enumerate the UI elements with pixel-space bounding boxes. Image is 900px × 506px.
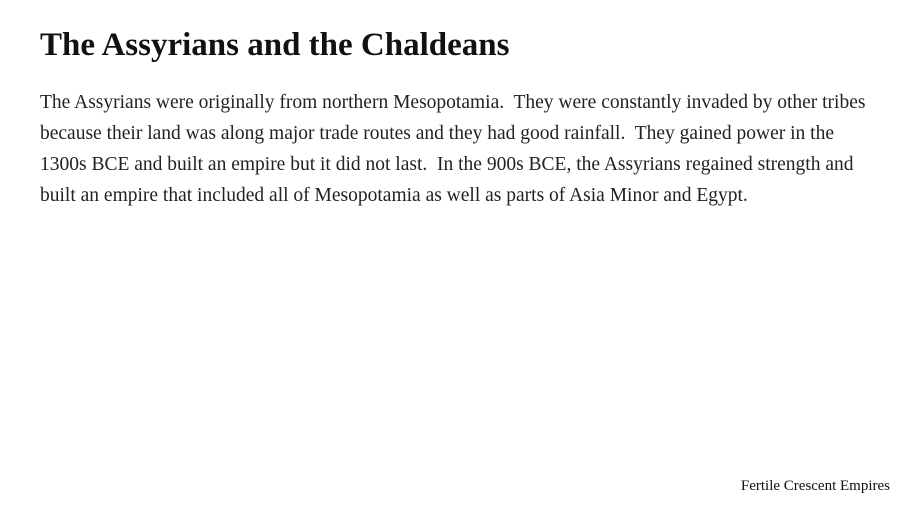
slide-footer: Fertile Crescent Empires bbox=[740, 478, 890, 494]
slide-body-text: The Assyrians were originally from northern Mesopotamia. They were constantly invaded by other tribes because their land was along major trade routes and they had good rainfall. They gained power in the 1300s BCE and built an empire but it did not last. In the 900s BCE, the Assyrians regained strength and built an empire that included all of Mesopotamia as well as parts of Asia Minor and Egypt. bbox=[40, 92, 871, 206]
slide-title: The Assyrians and the Chaldeans bbox=[40, 27, 510, 63]
